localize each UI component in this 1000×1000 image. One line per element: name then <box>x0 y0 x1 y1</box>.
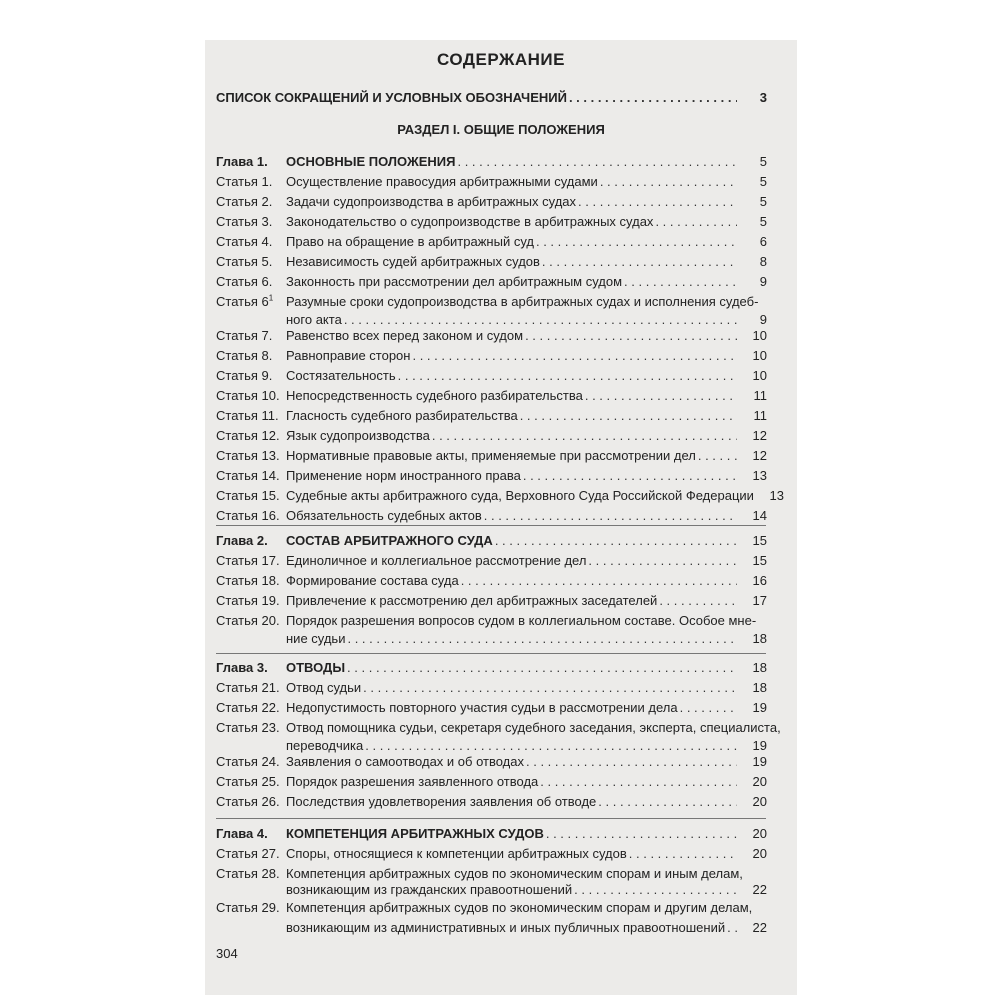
article-text: Порядок разрешения вопросов судом в коллегиальном составе. Особое мне- <box>286 613 757 628</box>
leader-dots <box>627 844 737 864</box>
article-text: Последствия удовлетворения заявления об отводе <box>286 794 597 809</box>
article-text: Обязательность судебных актов <box>286 508 482 523</box>
article-label: Статья 26. <box>216 794 280 809</box>
article-label: Статья 3. <box>216 214 273 229</box>
leader-dots <box>696 446 737 466</box>
chapter-label: Глава 3. <box>216 660 268 675</box>
toc-entry-page: 19 <box>752 754 767 769</box>
page-number: 304 <box>216 946 238 961</box>
leader-dots <box>459 571 737 591</box>
article-text: Задачи судопроизводства в арбитражных судах <box>286 194 577 209</box>
toc-chapter-4[interactable] <box>216 824 767 844</box>
toc-entry-page: 19 <box>752 738 767 753</box>
toc-article-14[interactable] <box>216 446 767 466</box>
toc-entry-abbreviations[interactable] <box>216 88 767 108</box>
chapter-label: Глава 2. <box>216 533 268 548</box>
article-text: Равноправие сторон <box>286 348 411 363</box>
toc-entry-page: 8 <box>759 254 767 269</box>
article-label: Статья 10. <box>216 388 280 403</box>
toc-article-30-continued[interactable] <box>286 918 767 938</box>
article-text: Судебные акты арбитражного суда, Верховного Суда Российской Федерации <box>286 488 754 503</box>
article-label: Статья 16. <box>216 508 280 523</box>
toc-entry-page: 20 <box>752 826 767 841</box>
chapter-title: СОСТАВ АРБИТРАЖНОГО СУДА <box>286 533 493 548</box>
leader-dots <box>523 326 737 346</box>
article-label: Статья 11. <box>216 408 279 423</box>
article-text-continued: возникающим из гражданских правоотношений <box>286 882 573 897</box>
leader-dots <box>622 272 737 292</box>
toc-chapter-2[interactable] <box>216 531 767 551</box>
toc-article-16[interactable] <box>216 486 784 506</box>
article-label: Статья 25. <box>216 774 280 789</box>
article-label: Статья 6. <box>216 274 273 289</box>
article-label: Статья 17. <box>216 553 280 568</box>
toc-article-25[interactable] <box>216 752 767 772</box>
leader-dots <box>583 386 737 406</box>
toc-entry-page: 10 <box>752 328 767 343</box>
article-label: Статья 21. <box>216 680 280 695</box>
toc-article-12[interactable] <box>216 406 767 426</box>
toc-article-4[interactable] <box>216 232 767 252</box>
leader-dots <box>482 506 737 526</box>
article-text: Недопустимость повторного участия судьи в рассмотрении дела <box>286 700 678 715</box>
toc-entry-page: 13 <box>769 488 784 503</box>
article-text: Право на обращение в арбитражный суд <box>286 234 534 249</box>
toc-entry-page: 20 <box>752 846 767 861</box>
article-label: Статья 20. <box>216 613 280 628</box>
article-text: Состязательность <box>286 368 396 383</box>
leader-dots <box>725 918 737 938</box>
article-label-superscript: 1 <box>268 293 274 303</box>
toc-article-7[interactable] <box>216 292 767 312</box>
article-label: Статья 12. <box>216 428 280 443</box>
article-label: Статья 15. <box>216 488 280 503</box>
leader-dots <box>586 551 737 571</box>
toc-article-13[interactable] <box>216 426 767 446</box>
article-text-continued: возникающим из административных и иных публичных правоотношений <box>286 920 726 935</box>
article-text: Язык судопроизводства <box>286 428 430 443</box>
toc-entry-page: 22 <box>752 882 767 897</box>
article-label: Статья 19. <box>216 593 280 608</box>
article-label: Статья 8. <box>216 348 273 363</box>
toc-article-8[interactable] <box>216 326 767 346</box>
toc-entry-page: 12 <box>752 428 767 443</box>
toc-entry-page: 3 <box>759 90 767 105</box>
article-text: Компетенция арбитражных судов по экономическим спорам и другим делам, <box>286 900 753 915</box>
toc-article-27[interactable] <box>216 792 767 812</box>
toc-article-2[interactable] <box>216 192 767 212</box>
chapter-title: КОМПЕТЕНЦИЯ АРБИТРАЖНЫХ СУДОВ <box>286 826 544 841</box>
toc-entry-page: 18 <box>752 631 767 646</box>
toc-article-18[interactable] <box>216 551 767 571</box>
toc-article-11[interactable] <box>216 386 767 406</box>
toc-article-20[interactable] <box>216 591 767 611</box>
toc-entry-page: 9 <box>759 312 767 327</box>
toc-entry-page: 5 <box>759 194 767 209</box>
leader-dots <box>576 192 737 212</box>
article-text: Законодательство о судопроизводстве в арбитражных судах <box>286 214 654 229</box>
article-label: Статья 24. <box>216 754 280 769</box>
toc-entry-page: 20 <box>752 774 767 789</box>
toc-entry-page: 11 <box>753 388 767 403</box>
article-text: Разумные сроки судопроизводства в арбитражных судах и исполнения судеб- <box>286 294 759 309</box>
toc-chapter-3[interactable] <box>216 658 767 678</box>
toc-article-21[interactable] <box>216 611 767 631</box>
leader-dots <box>396 366 737 386</box>
leader-dots <box>596 792 737 812</box>
toc-entry-page: 6 <box>759 234 767 249</box>
toc-article-15[interactable] <box>216 466 767 486</box>
article-label-base: Статья 6 <box>216 294 269 309</box>
leader-dots <box>345 629 737 649</box>
toc-article-5[interactable] <box>216 252 767 272</box>
toc-entry-page: 22 <box>752 920 767 935</box>
article-label: Статья 28. <box>216 866 280 881</box>
leader-dots <box>410 346 737 366</box>
toc-entry-page: 19 <box>752 700 767 715</box>
article-text: Отвод помощника судьи, секретаря судебного заседания, эксперта, специалиста, <box>286 720 781 735</box>
toc-article-22[interactable] <box>216 678 767 698</box>
chapter-divider <box>216 818 766 819</box>
toc-entry-page: 10 <box>752 348 767 363</box>
leader-dots <box>572 880 737 900</box>
toc-entry-page: 15 <box>752 553 767 568</box>
article-label: Статья 22. <box>216 700 280 715</box>
article-text-continued: переводчика <box>286 738 364 753</box>
toc-entry-page: 5 <box>759 154 767 169</box>
toc-article-29-continued[interactable] <box>286 880 767 900</box>
toc-entry-page: 13 <box>752 468 767 483</box>
article-label <box>216 292 286 312</box>
article-text: Нормативные правовые акты, применяемые при рассмотрении дел <box>286 448 696 463</box>
article-label: Статья 23. <box>216 720 280 735</box>
toc-entry-page: 20 <box>752 794 767 809</box>
toc-entry-page: 15 <box>752 533 767 548</box>
leader-dots <box>653 212 737 232</box>
article-text: Порядок разрешения заявленного отвода <box>286 774 539 789</box>
article-text: Непосредственность судебного разбирательства <box>286 388 583 403</box>
article-label: Статья 1. <box>216 174 273 189</box>
chapter-label: Глава 4. <box>216 826 268 841</box>
toc-article-10[interactable] <box>216 366 767 386</box>
section-heading: РАЗДЕЛ I. ОБЩИЕ ПОЛОЖЕНИЯ <box>397 122 605 137</box>
toc-article-6[interactable] <box>216 272 767 292</box>
toc-article-3[interactable] <box>216 212 767 232</box>
toc-article-30[interactable] <box>216 898 767 918</box>
article-text: Компетенция арбитражных судов по экономическим спорам и иным делам, <box>286 866 743 881</box>
article-text: Споры, относящиеся к компетенции арбитражных судов <box>286 846 627 861</box>
article-label: Статья 2. <box>216 194 273 209</box>
chapter-title: ОСНОВНЫЕ ПОЛОЖЕНИЯ <box>286 154 456 169</box>
leader-dots <box>361 678 737 698</box>
toc-article-23[interactable] <box>216 698 767 718</box>
article-label: Статья 5. <box>216 254 273 269</box>
toc-article-9[interactable] <box>216 346 767 366</box>
leader-dots <box>540 252 737 272</box>
leader-dots <box>534 232 737 252</box>
article-text: Единоличное и коллегиальное рассмотрение дел <box>286 553 587 568</box>
leader-dots <box>524 752 737 772</box>
toc-article-21-continued[interactable] <box>286 629 767 649</box>
article-label: Статья 4. <box>216 234 273 249</box>
toc-article-24[interactable] <box>216 718 781 738</box>
article-label: Статья 9. <box>216 368 273 383</box>
toc-article-17[interactable] <box>216 506 767 526</box>
chapter-divider <box>216 653 766 654</box>
article-label: Статья 13. <box>216 448 280 463</box>
toc-entry-page: 18 <box>752 680 767 695</box>
article-text: Привлечение к рассмотрению дел арбитражных заседателей <box>286 593 658 608</box>
toc-entry-page: 17 <box>752 593 767 608</box>
toc-chapter-1[interactable] <box>216 152 767 172</box>
toc-entry-page: 12 <box>752 448 767 463</box>
toc-entry-page: 5 <box>759 214 767 229</box>
toc-article-1[interactable] <box>216 172 767 192</box>
leader-dots <box>657 591 737 611</box>
toc-article-28[interactable] <box>216 844 767 864</box>
article-text: Осуществление правосудия арбитражными судами <box>286 174 598 189</box>
chapter-label: Глава 1. <box>216 154 268 169</box>
toc-entry-page: 5 <box>759 174 767 189</box>
toc-article-26[interactable] <box>216 772 767 792</box>
article-text: Заявления о самоотводах и об отводах <box>286 754 524 769</box>
chapter-title: ОТВОДЫ <box>286 660 346 675</box>
leader-dots <box>678 698 737 718</box>
toc-entry-page: 16 <box>752 573 767 588</box>
article-text-continued: ного акта <box>286 312 342 327</box>
toc-entry-page: 10 <box>752 368 767 383</box>
leader-dots <box>518 406 737 426</box>
toc-entry-page: 9 <box>759 274 767 289</box>
article-label: Статья 7. <box>216 328 273 343</box>
page-title: СОДЕРЖАНИЕ <box>437 50 565 69</box>
article-text: Законность при рассмотрении дел арбитражным судом <box>286 274 623 289</box>
article-label: Статья 29. <box>216 900 280 915</box>
article-label: Статья 18. <box>216 573 280 588</box>
article-text: Применение норм иностранного права <box>286 468 521 483</box>
article-label: Статья 27. <box>216 846 280 861</box>
toc-entry-text: СПИСОК СОКРАЩЕНИЙ И УСЛОВНЫХ ОБОЗНАЧЕНИЙ <box>216 90 567 105</box>
toc-article-19[interactable] <box>216 571 767 591</box>
article-text: Гласность судебного разбирательства <box>286 408 518 423</box>
article-text: Равенство всех перед законом и судом <box>286 328 524 343</box>
article-text-continued: ние судьи <box>286 631 346 646</box>
toc-entry-page: 18 <box>752 660 767 675</box>
leader-dots <box>521 466 737 486</box>
toc-entry-page: 14 <box>752 508 767 523</box>
article-text: Формирование состава суда <box>286 573 459 588</box>
article-text: Независимость судей арбитражных судов <box>286 254 540 269</box>
leader-dots <box>538 772 737 792</box>
article-text: Отвод судьи <box>286 680 362 695</box>
article-label: Статья 14. <box>216 468 280 483</box>
toc-entry-page: 11 <box>753 408 767 423</box>
leader-dots <box>598 172 737 192</box>
leader-dots <box>430 426 737 446</box>
